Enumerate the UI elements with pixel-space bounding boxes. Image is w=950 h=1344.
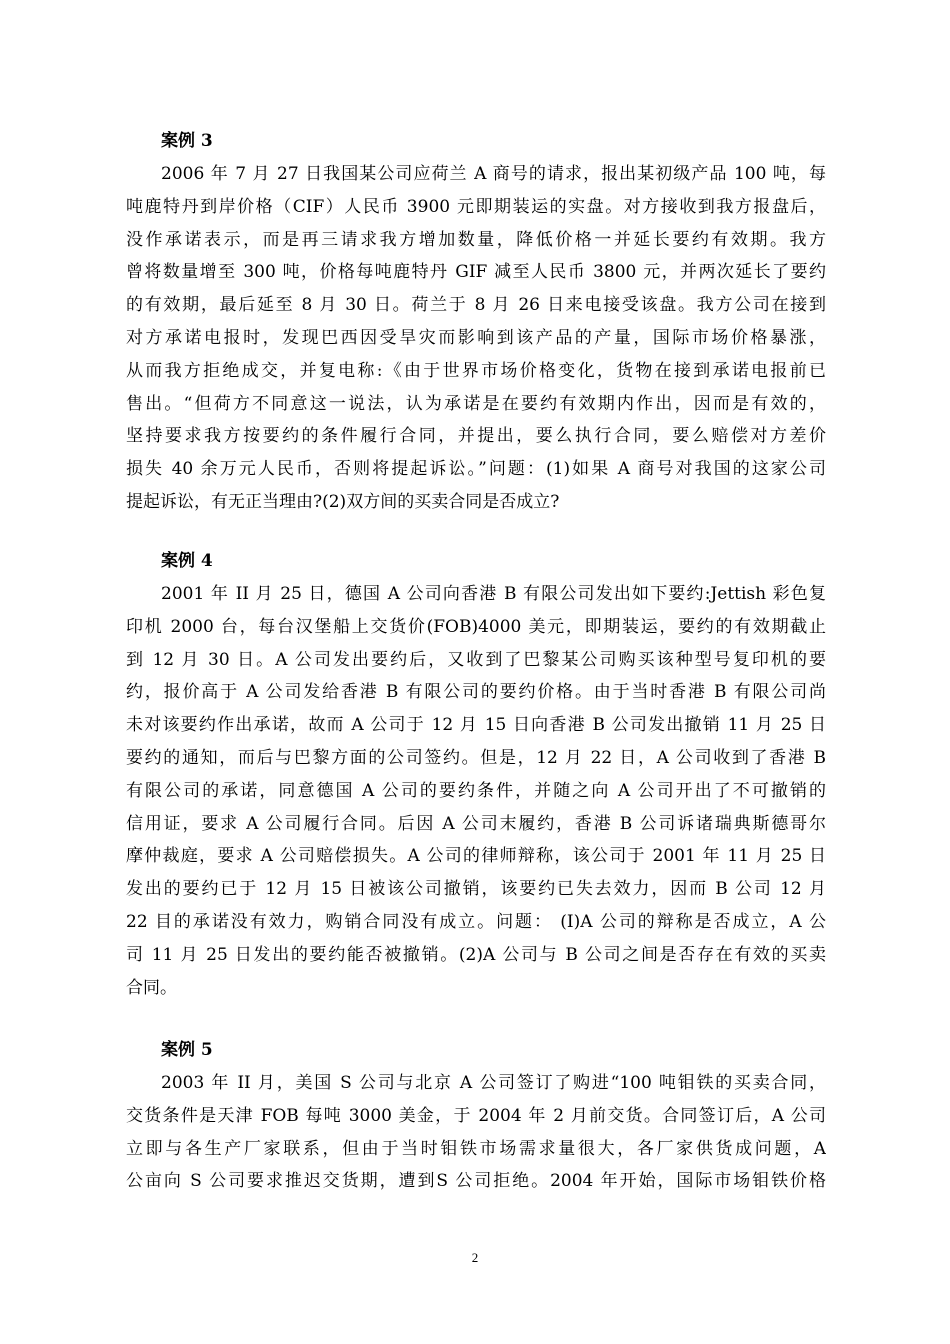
case-5-body — [126, 1067, 826, 1198]
case-4-line: 22 目的承诺没有效力，购销合同没有成立。问题： (I)A 公司的辩称是否成立，A 公 — [126, 911, 826, 932]
case-4-line: 司 11 月 25 日发出的要约能否被撤销。(2)A 公司与 B 公司之间是否存在有效的买卖 — [126, 944, 826, 965]
case-5-line: 2003 年 II 月，美国 S 公司与北京 A 公司签订了购进“100 吨钼铁的买卖合同， — [161, 1073, 826, 1093]
case-4-line: 合同。 — [126, 977, 177, 998]
case-3-line: 没作承诺表示，而是再三请求我方增加数量，降低价格一并延长要约有效期。我方 — [126, 229, 826, 250]
case-3-title: 案例 3 — [161, 131, 213, 151]
case-3-line: 坚持要求我方按要约的条件履行合同，并提出，要么执行合同，要么赔偿对方差价 — [126, 426, 826, 447]
case-3-line: 的有效期，最后延至 8 月 30 日。荷兰于 8 月 26 日来电接受该盘。我方公司在接到 — [126, 295, 826, 316]
case-4-line: 摩仲裁庭，要求 A 公司赔偿损失。A 公司的律师辩称，该公司于 2001 年 11 月 25 日 — [126, 846, 826, 867]
case-3-line: 提起诉讼，有无正当理由?(2)双方间的买卖合同是否成立? — [126, 491, 560, 512]
case-5-line: 立即与各生产厂家联系，但由于当时钼铁市场需求量很大，各厂家供货成问题，A — [126, 1138, 826, 1159]
case-4-title: 案例 4 — [161, 551, 213, 571]
case-4-line: 印机 2000 台，每台汉堡船上交货价(FOB)4000 美元，即期装运，要约的有效期截止 — [126, 616, 826, 637]
case-4-line: 到 12 月 30 日。A 公司发出要约后，又收到了巴黎某公司购买该种型号复印机的要 — [126, 649, 826, 670]
case-4-line: 要约的通知，而后与巴黎方面的公司签约。但是，12 月 22 日，A 公司收到了香港 B — [126, 747, 826, 768]
case-3-line: 售出。“但荷方不同意这一说法，认为承诺是在要约有效期内作出，因而是有效的， — [126, 393, 826, 414]
case-5-line: 公亩向 S 公司要求推迟交货期，遭到S 公司拒绝。2004 年开始，国际市场钼铁价格 — [126, 1171, 826, 1192]
page-number: 2 — [471, 1250, 479, 1265]
case-3-line: 吨鹿特丹到岸价格（CIF）人民币 3900 元即期装运的实盘。对方接收到我方报盘后， — [126, 196, 826, 217]
case-4-line: 未对该要约作出承诺，故而 A 公司于 12 月 15 日向香港 B 公司发出撤销 11 月 25 日 — [126, 715, 826, 736]
case-5-line: 交货条件是天津 FOB 每吨 3000 美金，于 2004 年 2 月前交货。合同签订后，A 公司 — [126, 1105, 826, 1126]
case-3-body — [126, 158, 826, 519]
case-4-body — [126, 578, 826, 1004]
case-5-section — [126, 1034, 826, 1198]
case-3-section — [126, 125, 826, 519]
case-4-line: 有限公司的承诺，同意德国 A 公司的要约条件，并随之向 A 公司开出了不可撤销的 — [126, 780, 826, 801]
case-3-line: 2006 年 7 月 27 日我国某公司应荷兰 A 商号的请求，报出某初级产品 100 吨，每 — [161, 164, 826, 184]
case-4-line: 2001 年 II 月 25 日，德国 A 公司向香港 B 有限公司发出如下要约:Jettish 彩色复 — [161, 584, 826, 604]
case-3-line: 曾将数量增至 300 吨，价格每吨鹿特丹 GIF 减至人民币 3800 元，并两次延长了要约 — [126, 262, 826, 283]
case-3-line: 对方承诺电报时，发现巴西因受旱灾而影响到该产品的产量，国际市场价格暴涨， — [126, 327, 826, 348]
case-3-line: 损失 40 余万元人民币，否则将提起诉讼。”问题：(1)如果 A 商号对我国的这家公司 — [126, 459, 826, 480]
case-4-section — [126, 545, 826, 1004]
case-4-line: 发出的要约已于 12 月 15 日被该公司撤销，该要约已失去效力，因而 B 公司 12 月 — [126, 879, 826, 900]
case-3-line: 从而我方拒绝成交，并复电称:《由于世界市场价格变化，货物在接到承诺电报前已 — [126, 360, 826, 381]
case-4-line: 约，报价高于 A 公司发给香港 B 有限公司的要约价格。由于当时香港 B 有限公司尚 — [126, 682, 826, 703]
case-4-line: 信用证，要求 A 公司履行合同。后因 A 公司末履约，香港 B 公司诉诸瑞典斯德哥尔 — [126, 813, 826, 834]
case-5-title: 案例 5 — [161, 1040, 213, 1060]
